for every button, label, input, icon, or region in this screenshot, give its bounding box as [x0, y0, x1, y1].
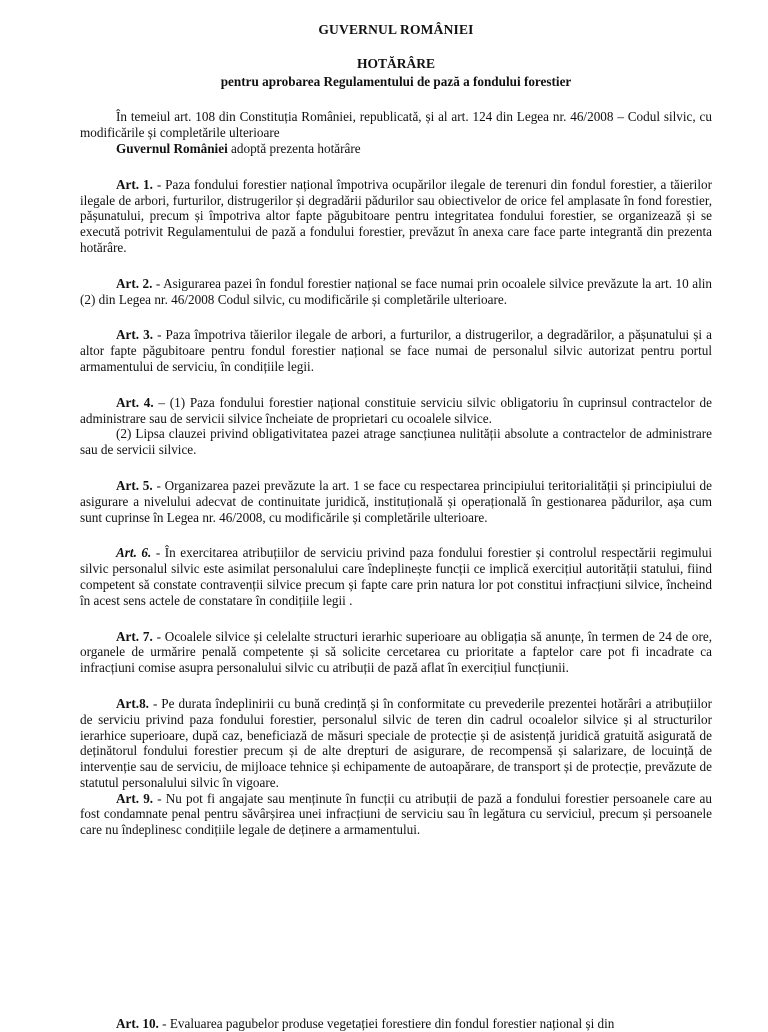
document-page	[80, 22, 712, 838]
article-8	[80, 696, 712, 791]
article-label: Art. 2.	[116, 275, 153, 291]
article-text: - În exercitarea atribuțiilor de serviciu privind paza fondului forestier și controlul respectării regimului silvic personalul silvic este asimilat personalului care îndeplinește funcții ce implică exercițiul autorității statului, fiind competent să constate contravenții silvice precum și fapte care prin natura lor pot constitui infracțiuni silvice, încheind în acest sens actele de constatare în condițiile legii .	[80, 545, 712, 608]
issuing-authority: GUVERNUL ROMÂNIEI	[318, 22, 474, 37]
document-subtitle: pentru aprobarea Regulamentului de pază a fondului forestier	[220, 73, 572, 89]
article-label: Art.8.	[116, 695, 149, 711]
article-text: - Evaluarea pagubelor produse vegetației forestiere din fondul forestier național și din	[158, 1016, 615, 1031]
article-label: Art. 7.	[116, 628, 153, 644]
article-7	[80, 629, 712, 676]
article-9	[80, 791, 712, 838]
article-label: Art. 3.	[116, 327, 154, 343]
article-label: Art. 1.	[116, 176, 153, 192]
article-5	[80, 478, 712, 525]
article-4	[80, 395, 712, 427]
article-label: Art. 4.	[116, 394, 154, 410]
article-1	[80, 177, 712, 256]
article-text: – (1) Paza fondului forestier național constituie serviciu silvic obligatoriu în cuprinsul contractelor de administrare sau de servicii silvice încheiate de proprietari cu ocoalele silvice.	[80, 394, 712, 426]
article-text: - Organizarea pazei prevăzute la art. 1 se face cu respectarea principiului teritorialității și principiului de asigurare a nivelului adecvat de continuitate juridică, instituțională și operațională în gestionarea pădurilor, așa cum sunt cuprinse în Legea nr. 46/2008, cu modificările și completările ulterioare.	[80, 477, 712, 525]
adoption-subject: Guvernul României	[116, 140, 228, 156]
article-text: - Ocoalele silvice și celelalte structuri ierarhic superioare au obligația să anunțe, în termen de 24 de ore, organele de urmărire penală competente și să solicite cercetarea cu prioritate a faptelor care pot fi incadrate ca infracțiuni comise asupra personalului silvic cu atribuții de pază aflat în exercițiul funcțiunii.	[80, 628, 712, 676]
article-text: - Paza împotriva tăierilor ilegale de arbori, a furturilor, a distrugerilor, a degradărilor, a pășunatului și a altor fapte păgubitoare pentru fondul forestier național se face numai de personalul silvic autorizat pentru portul armamentului de serviciu, în condițiile legii.	[80, 327, 712, 374]
article-text: - Asigurarea pazei în fondul forestier național se face numai prin ocoalele silvice prevăzute la art. 10 alin (2) din Legea nr. 46/2008 Codul silvic, cu modificările și completările ulterioare.	[80, 275, 712, 307]
legal-basis: În temeiul art. 108 din Constituția României, republicată, și al art. 124 din Legea nr. 46/2008 – Codul silvic, cu modificările și completările ulterioare	[80, 109, 712, 141]
article-4-paragraph-2: (2) Lipsa clauzei privind obligativitatea pazei atrage sancțiunea nulității absolute a contractelor de administrare sau de servicii silvice.	[80, 426, 712, 458]
article-3	[80, 327, 712, 374]
article-label: Art. 9.	[116, 790, 154, 806]
adoption-statement	[80, 141, 712, 157]
article-text: - Paza fondului forestier național împotriva ocupărilor ilegale de terenuri din fondul forestier, a tăierilor ilegale de arbori, furturilor, distrugerilor și degradării pădurilor sau obiectivelor de orice fel amplasate în fond forestier, pășunatului, precum și împotriva altor fapte păgubitoare pentru integritatea fondului forestier, se organizează și se execută potrivit Regulamentului de pază a fondului forestier, prevăzut în anexa care face parte integrantă din prezenta hotărâre.	[80, 176, 712, 255]
article-text: - Pe durata îndeplinirii cu bună credință și în conformitate cu prevederile prezentei hotărâri a atribuțiilor de serviciu privind paza fondului forestier, personalul silvic de teren din cadrul ocoalelor silvice și al structurilor ierarhice superioare, după caz, beneficiază de măsuri speciale de protecție și de asistență juridică gratuită asigurată de deținătorul fondului forestier precum și de alte drepturi de asigurare, de recompensă și salarizare, de locuință de intervenție sau de serviciu, de mijloace tehnice și echipamente de autoapărare, de transport și de protecție, prevăzute de statutul personalului silvic în vigoare.	[80, 695, 712, 790]
adoption-text: adoptă prezenta hotărâre	[227, 140, 361, 156]
article-label: Art. 5.	[116, 477, 153, 493]
article-6	[80, 545, 712, 608]
article-label: Art. 6.	[116, 545, 152, 561]
article-2	[80, 276, 712, 308]
article-label: Art. 10.	[116, 1016, 159, 1031]
document-type: HOTĂRÂRE	[356, 55, 435, 71]
article-text: - Nu pot fi angajate sau menținute în funcții cu atribuții de pază a fondului forestier persoanele care au fost condamnate penal pentru săvârșirea unei infracțiuni de serviciu sau în legătura cu serviciul, precum și persoanele care nu îndeplinesc condițiile legale de deținere a armamentului.	[80, 790, 712, 838]
